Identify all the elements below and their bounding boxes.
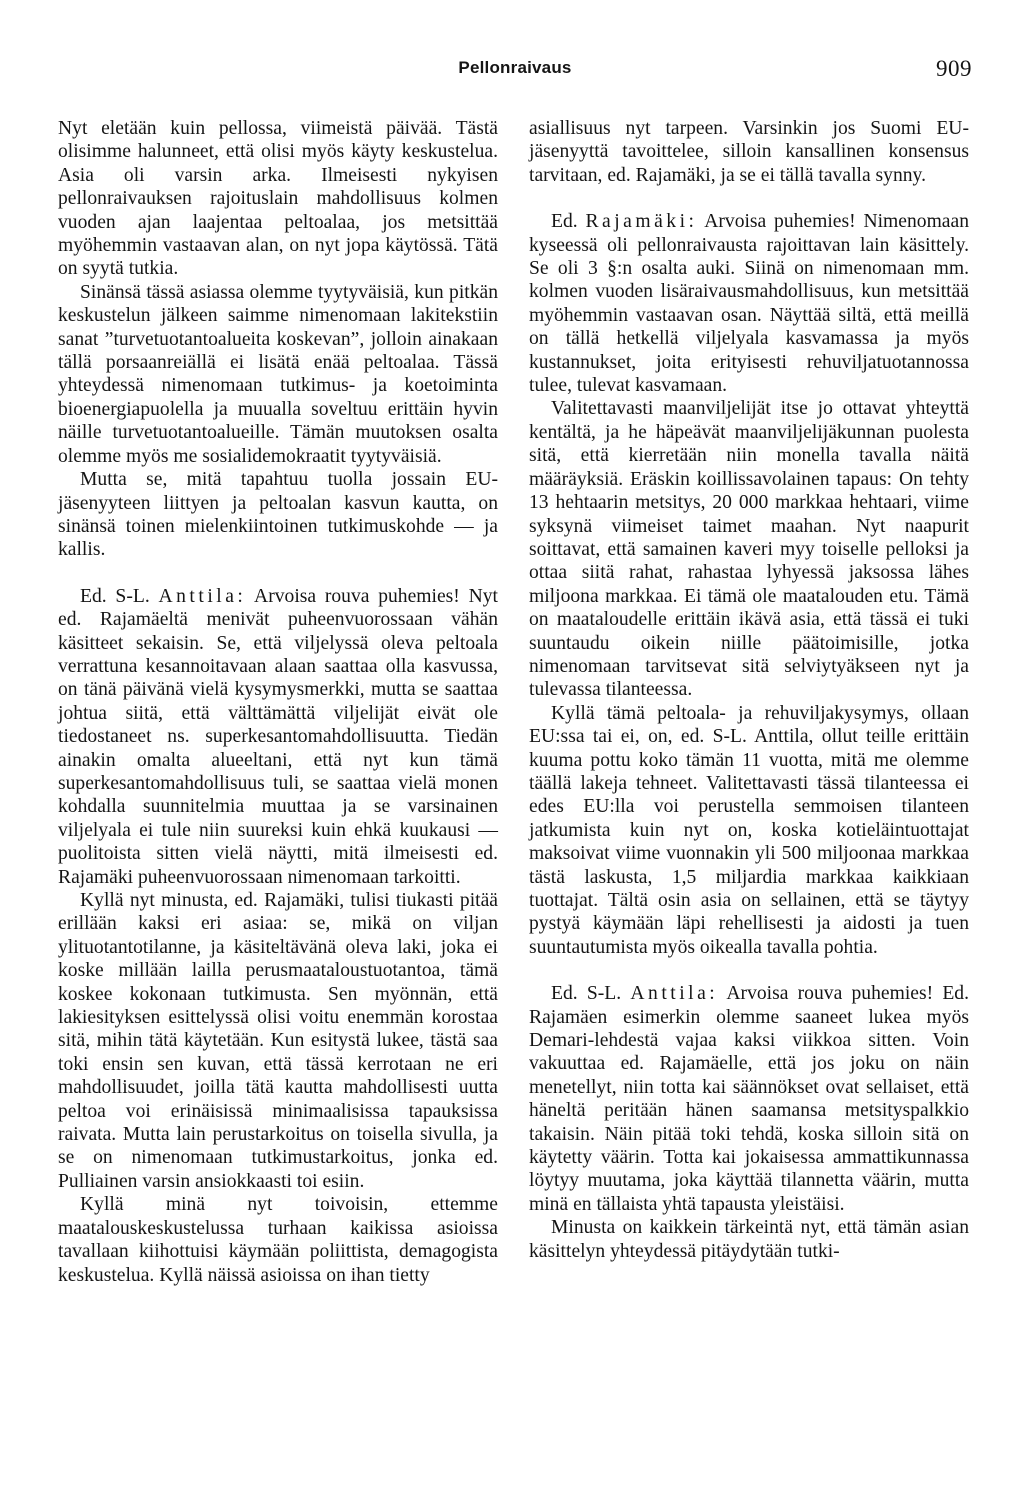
paragraph: Mutta se, mitä tapahtuu tuolla jossain EU-jäsenyyteen liittyen ja peltoalan kasvun kautta, on sinänsä toinen mielenkiintoinen tutkimuskohde — ja kallis.	[58, 469, 498, 561]
speaker-name: Anttila:	[158, 585, 247, 607]
running-title: Pellonraivaus	[458, 58, 572, 77]
speech-paragraph	[529, 210, 969, 397]
speaker-prefix: Ed.	[551, 211, 578, 233]
paragraph: asiallisuus nyt tarpeen. Varsinkin jos Suomi EU-jäsenyyttä tavoittelee, silloin kansallinen konsensus tarvitaan, ed. Rajamäki, ja se ei tällä tavalla synny.	[529, 118, 969, 186]
paragraph: Kyllä minä nyt toivoisin, ettemme maatalouskeskustelussa turhaan kaikissa asioissa tavallaan kiihottuisi käymään poliittista, demagogista keskustelua. Kyllä näissä asioissa on ihan tietty	[58, 1194, 498, 1286]
right-column	[529, 117, 969, 1263]
speech-paragraph	[529, 982, 969, 1216]
left-column	[58, 117, 498, 1287]
speaker-prefix: Ed. S-L.	[551, 983, 622, 1005]
speaker-prefix: Ed. S-L.	[80, 585, 150, 607]
speech-paragraph	[58, 585, 498, 889]
page-header	[58, 58, 972, 88]
paragraph: Minusta on kaikkein tärkeintä nyt, että tämän asian käsittelyn yhteydessä pitäydytään tutki-	[529, 1217, 969, 1262]
speech-text: Arvoisa rouva puhemies! Nyt ed. Rajamäeltä menivät puheenvuorossaan vähän käsitteet sekaisin. Se, että viljelyssä oleva peltoala verrattuna kesannoitavaan alaan saattaa olla kasvussa, on tänä päivänä vielä kysymysmerkki, mutta se saattaa johtua siitä, että välttämättä viljelijät eivät ole tiedostaneet ns. superkesantomahdollisuutta. Tiedän ainakin omalta alueeltani, että nyt kun tämä superkesantomahdollisuus tuli, se saattaa vielä monen kohdalla suunnitelmia muuttaa ja se varsinainen viljelyala ei tule niin suureksi kuin ehkä kuukausi — puolitoista sitten vielä näytti, mitä ilmeisesti ed. Rajamäki puheenvuorossaan nimenomaan tarkoitti.	[58, 585, 498, 888]
paragraph: Kyllä tämä peltoala- ja rehuviljakysymys, ollaan EU:ssa tai ei, on, ed. S-L. Anttila, ollut teille erittäin kuuma pottu koko tämän 11 vuotta, mitä me olemme täällä lakeja tehneet. Valitettavasti tässä tilanteessa ei edes EU:lla voi perustella semmoisen tilanteen jatkumista kuin nyt on, koska kotieläintuottajat maksoivat viime vuonnakin yli 500 miljoonaa markkaa tästä laskusta, 1,5 miljardia markkaa kaikkiaan tuottajat. Tältä osin asia on sellainen, että se täytyy pystyä käymään läpi rehellisesti ja aidosti ja tuen suuntautumista myös oikealla tavalla pohtia.	[529, 702, 969, 958]
speech-text: Arvoisa rouva puhemies! Ed. Rajamäen esimerkin olemme saaneet lukea myös Demari-lehdestä vajaa kaksi viikkoa sitten. Voin vakuuttaa ed. Rajamäelle, että jos joku on näin menetellyt, niin totta kai säännökset ovat sellaiset, että häneltä peritään hänen saamansa metsityspalkkio takaisin. Näin pitää toki tehdä, koska silloin sitä on käytetty väärin. Totta kai jokaisessa ammattikunnassa löytyy muutama, joka käyttää tilannetta väärin, mutta minä en tällaista yhtä tapausta yleistäisi.	[529, 983, 969, 1215]
speaker-name: Rajamäki:	[585, 211, 698, 233]
page-number: 909	[936, 56, 972, 81]
paragraph: Sinänsä tässä asiassa olemme tyytyväisiä, kun pitkän keskustelun jälkeen saimme nimenomaan lakitekstiin sanat ”turvetuotantoalueita koskevan”, jolloin ainakaan tällä porsaanreiällä ei lisätä enää peltoalaa. Tässä yhteydessä nimenomaan tutkimus- ja koetoiminta bioenergiapuolella ja muualla soveltuu erittäin hyvin näille turvetuotantoalueille. Tämän muutoksen osalta olemme myös me sosialidemokraatit tyytyväisiä.	[58, 281, 498, 467]
paragraph: Valitettavasti maanviljelijät itse jo ottavat yhteyttä kentältä, ja he häpeävät maanviljelijäkunnan puolesta sitä, että kierretään niin monella tavalla näitä määräyksiä. Eräskin koillissavolainen tapaus: On tehty 13 hehtaarin metsitys, 20 000 markkaa hehtaari, viime syksynä viimeiset taimet maahan. Nyt naapurit soittavat, että samainen kaveri myy toiselle pelloksi ja ottaa siitä rahat, rahastaa lyhyessä jaksossa lähes miljoona markkaa. Ei tämä ole maatalouden etu. Tämä on maataloudelle erittäin ikävä asia, että tässä ei tuki suuntaudu oikein niille päätoimisille, jotka nimenomaan tarvitsevat sitä selviytyäkseen nyt ja tulevassa tilanteessa.	[529, 398, 969, 701]
speaker-name: Anttila:	[630, 983, 719, 1005]
paragraph: Nyt eletään kuin pellossa, viimeistä päivää. Tästä olisimme halunneet, että olisi myös käyty keskustelua. Asia oli varsin arka. Ilmeisesti nykyisen pellonraivauksen rajoituslain mahdollisuus kolmen vuoden ajan laajentaa peltoalaa, jos metsittää myöhemmin vastaavan alan, on nyt jopa käytössä. Tätä on syytä tutkia.	[58, 118, 498, 280]
paragraph: Kyllä nyt minusta, ed. Rajamäki, tulisi tiukasti pitää erillään kaksi eri asiaa: se, mikä on viljan ylituotantotilanne, ja käsiteltävänä oleva laki, joka ei koske millään lailla perusmaataloustuotantoa, tämä koskee kokonaan tutkimusta. Sen myönnän, että lakiesityksen esittelyssä olisi voitu enemmän korostaa sitä, mihin tätä käytetään. Kun esitystä lukee, tästä saa toki ensin sen kuvan, että tässä kerrotaan ne eri mahdollisuudet, joilla tätä kautta mahdollisesti uutta peltoa voi erinäisissä minimaalisissa tapauksissa raivata. Mutta lain perustarkoitus on toisella sivulla, ja se on nimenomaan tutkimustarkoitus, jonka ed. Pulliainen varsin ansiokkaasti toi esiin.	[58, 890, 498, 1192]
speech-text: Arvoisa puhemies! Nimenomaan kyseessä oli pellonraivausta rajoittavan lain käsittely. Se oli 3 §:n osalta auki. Siinä on nimenomaan mm. kolmen vuoden lisäraivausmahdollisuus, kun metsittää myöhemmin vastaavan osan. Näyttää siltä, että meillä on tällä hetkellä viljelyala kasvamassa ja myös kustannukset, joita erityisesti rehuviljatuotannossa tulee, tulevat kasvamaan.	[529, 211, 969, 397]
